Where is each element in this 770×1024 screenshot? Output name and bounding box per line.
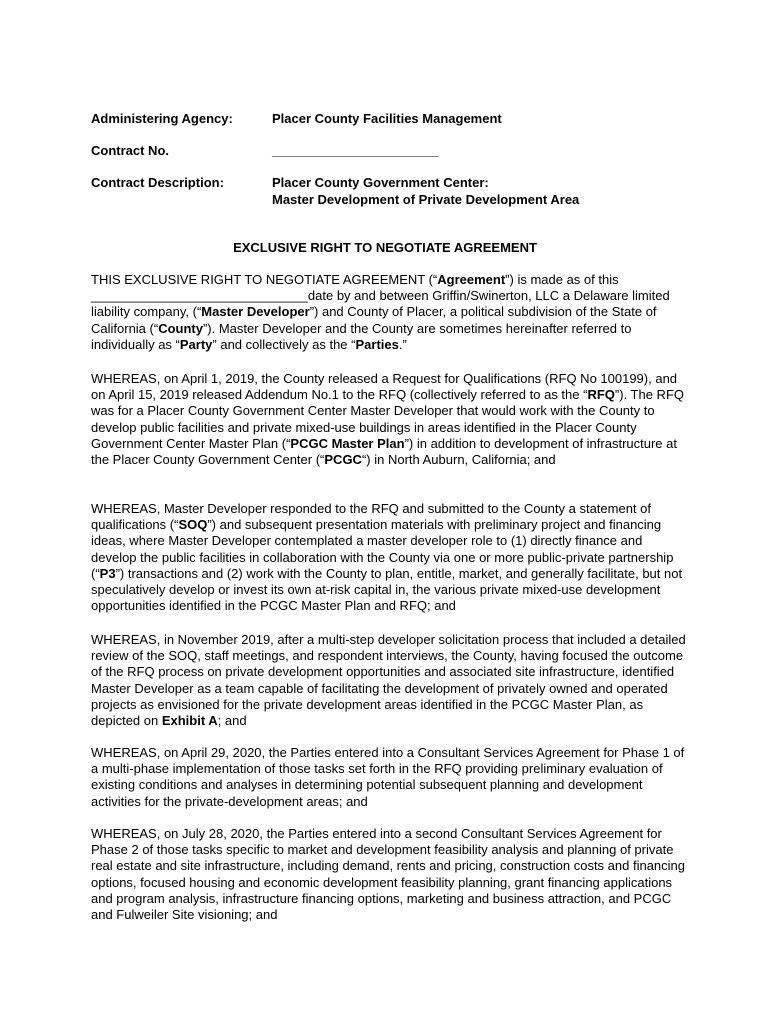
contract-description-value xyxy=(272,174,579,208)
contract-description-label: Contract Description: xyxy=(91,175,224,190)
contract-description-line-1: Placer County Government Center: xyxy=(272,175,489,190)
contract-no-label: Contract No. xyxy=(91,143,169,158)
whereas-paragraph-4: WHEREAS, on April 29, 2020, the Parties entered into a Consultant Services Agreement for Phase 1 of a multi-phase implementation of those tasks set forth in the RFQ providing preliminary evaluation of existing conditions and analyses in determining potential subsequent planning and development activities for the private-development areas; and xyxy=(91,745,685,809)
document-title: EXCLUSIVE RIGHT TO NEGOTIATE AGREEMENT xyxy=(233,240,537,255)
contract-description-line-2: Master Development of Private Development Area xyxy=(272,192,580,207)
intro-paragraph: THIS EXCLUSIVE RIGHT TO NEGOTIATE AGREEMENT (“Agreement”) is made as of this ______________________________date by and between Griffin/Swinerton, LLC a Delaware limited liability company, (“Master Developer”) and County of Placer, a political subdivision of the State of California (“County”). Master Developer and the County are sometimes hereinafter referred to individually as “Party” and collectively as the “Parties.” xyxy=(91,272,670,352)
agency-label: Administering Agency: xyxy=(91,111,233,126)
agency-value: Placer County Facilities Management xyxy=(272,111,502,126)
contract-no-blank: _______________________ xyxy=(272,143,439,158)
whereas-paragraph-3: WHEREAS, in November 2019, after a multi-step developer solicitation process that included a detailed review of the SOQ, staff meetings, and respondent interviews, the County, having focused the outcome of the RFQ process on private development opportunities and associated site infrastructure, identified Master Developer as a team capable of facilitating the development of privately owned and operated projects as envisioned for the private development areas identified in the PCGC Master Plan, as depicted on Exhibit A; and xyxy=(91,632,686,729)
whereas-paragraph-1: WHEREAS, on April 1, 2019, the County released a Request for Qualifications (RFQ No 100199), and on April 15, 2019 released Addendum No.1 to the RFQ (collectively referred to as the “RFQ”). The RFQ was for a Placer County Government Center Master Developer that would work with the County to develop public facilities and private mixed-use buildings in areas identified in the Placer County Government Center Master Plan (“PCGC Master Plan”) in addition to development of infrastructure at the Placer County Government Center (“PCGC“) in North Auburn, California; and xyxy=(91,371,684,468)
whereas-paragraph-5: WHEREAS, on July 28, 2020, the Parties entered into a second Consultant Services Agreement for Phase 2 of those tasks specific to market and development feasibility analysis and planning of private real estate and site infrastructure, including demand, rents and pricing, construction costs and financing options, focused housing and economic development feasibility planning, grant financing applications and program analysis, infrastructure financing options, marketing and business attraction, and PCGC and Fulweiler Site visioning; and xyxy=(91,826,686,923)
whereas-paragraph-2: WHEREAS, Master Developer responded to the RFQ and submitted to the County a statement of qualifications (“SOQ”) and subsequent presentation materials with preliminary project and financing ideas, where Master Developer contemplated a master developer role to (1) directly finance and develop the public facilities in collaboration with the County via one or more public-private partnership (“P3”) transactions and (2) work with the County to plan, entitle, market, and generally facilitate, but not speculatively develop or invest its own at-risk capital in, the various private mixed-use development opportunities identified in the PCGC Master Plan and RFQ; and xyxy=(91,501,683,614)
